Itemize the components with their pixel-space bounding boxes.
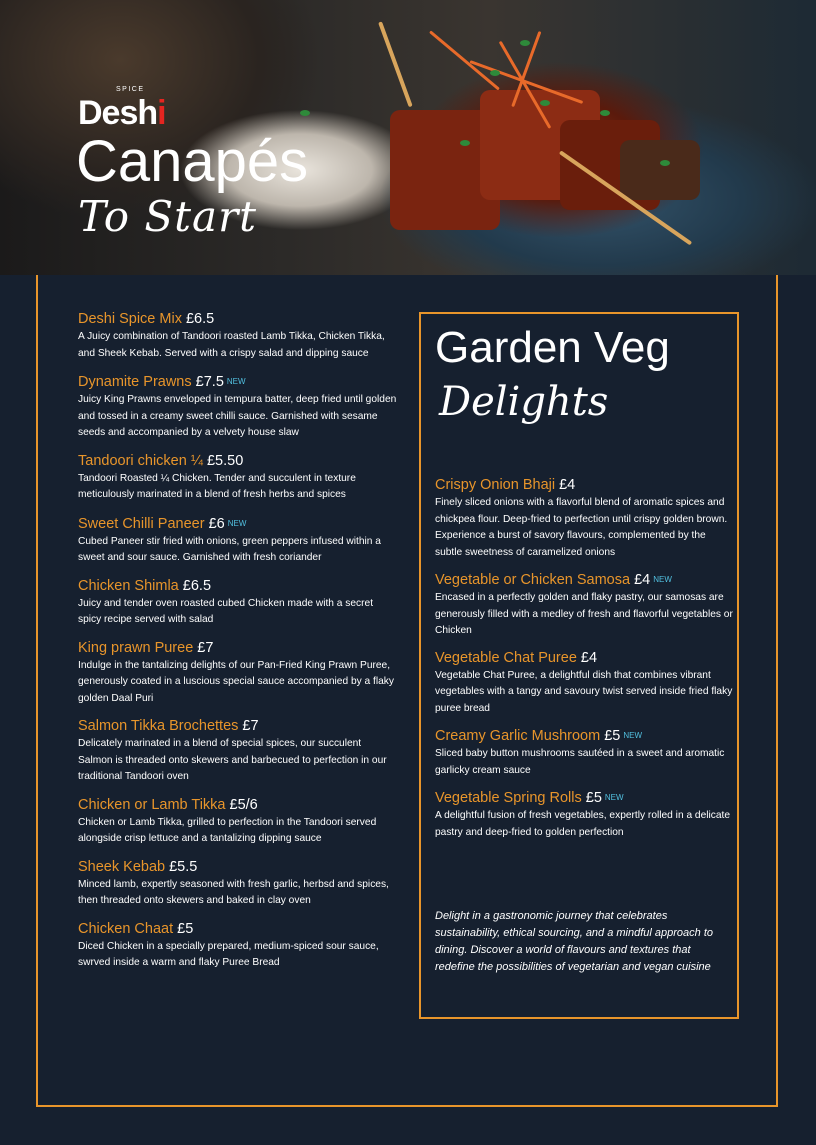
menu-item	[78, 452, 398, 504]
menu-item-description: A delightful fusion of fresh vegetables, expertly rolled in a delicate pastry and deep-fried to golden perfection	[435, 810, 731, 838]
menu-item-name: Vegetable Spring Rolls	[435, 790, 582, 806]
food-kebab	[620, 140, 700, 200]
hero-food-photo	[0, 0, 816, 275]
menu-item-heading	[78, 577, 398, 596]
menu-item-description: Sliced baby button mushrooms sautéed in a sweet and aromatic garlicky cream sauce	[435, 748, 725, 776]
new-badge: NEW	[623, 731, 643, 740]
new-badge: NEW	[604, 793, 624, 802]
menu-item-heading	[435, 788, 733, 808]
menu-item-name: Salmon Tikka Brochettes	[78, 718, 239, 734]
menu-item-price: £6.5	[185, 311, 215, 327]
veg-quote: Delight in a gastronomic journey that celebrates sustainability, ethical sourcing, and a mindful approach to dining. Discover a world of flavours and textures that redefine the possibilities of vegetarian and vegan cuisine	[435, 910, 714, 973]
menu-item-price: £4	[580, 649, 598, 666]
menu-item-description: Cubed Paneer stir fried with onions, green peppers infused within a sweet and sour sauce. Garnished with fresh coriander	[78, 535, 381, 563]
menu-item-description: Chicken or Lamb Tikka, grilled to perfection in the Tandoori served alongside crisp lettuce and a tantalizing dipping sauce	[78, 816, 377, 844]
menu-item-description: Juicy and tender oven roasted cubed Chicken made with a secret spicy recipe served with salad	[78, 597, 374, 625]
menu-item-name: Dynamite Prawns	[78, 374, 192, 390]
menu-item-description: Vegetable Chat Puree, a delightful dish that combines vibrant vegetables with a tangy and savoury twist served inside fried flaky puree bread	[435, 669, 733, 714]
food-skewer	[378, 21, 413, 107]
menu-item	[435, 788, 733, 841]
menu-item-price: £5.5	[169, 858, 198, 875]
menu-item	[435, 570, 733, 640]
menu-item	[78, 514, 398, 567]
food-herb	[300, 110, 310, 116]
page-title: Canapés	[76, 129, 309, 194]
menu-item-heading	[78, 452, 398, 471]
food-carrot-strip	[429, 30, 500, 90]
veg-items-list	[435, 476, 733, 850]
food-herb	[600, 110, 610, 116]
veg-section-title: Garden Veg	[435, 323, 670, 372]
menu-item-price: £6.5	[182, 577, 212, 594]
starters-list	[78, 310, 398, 982]
menu-item	[78, 796, 398, 848]
menu-item-price: £5	[177, 920, 194, 937]
menu-item	[78, 372, 398, 442]
menu-item-heading	[78, 639, 398, 658]
menu-item-description: Indulge in the tantalizing delights of our Pan-Fried King Prawn Puree, generously coated in a luscious special sauce accompanied by a flaky golden Daal Puri	[78, 659, 394, 704]
menu-item-heading	[78, 796, 398, 815]
brand-name-accent: i	[157, 94, 166, 132]
menu-item-heading	[435, 570, 733, 590]
food-herb	[460, 140, 470, 146]
brand-logo	[78, 94, 166, 133]
menu-item-price: £5.50	[206, 452, 244, 469]
menu-item	[78, 310, 398, 362]
food-herb	[490, 70, 500, 76]
menu-item-heading	[78, 514, 398, 534]
menu-item-name: Chicken Shimla	[78, 577, 179, 594]
garden-veg-box	[419, 312, 739, 1019]
menu-item-description: Diced Chicken in a specially prepared, medium-spiced sour sauce, swrved inside a warm and flaky Puree Bread	[78, 940, 379, 968]
menu-item-name: Chicken or Lamb Tikka	[78, 796, 226, 813]
food-herb	[660, 160, 670, 166]
menu-item-name: Deshi Spice Mix	[78, 311, 182, 327]
new-badge: NEW	[653, 575, 672, 584]
menu-item-heading	[78, 372, 398, 392]
menu-item-name: Tandoori chicken ¼	[78, 452, 203, 469]
menu-item-description: Finely sliced onions with a flavorful blend of aromatic spices and chickpea flour. Deep-fried to perfection until crispy golden brown. Experience a burst of savory flavours, complemented by the subtle sweetness of caramelized onions	[435, 497, 728, 558]
menu-item-name: Creamy Garlic Mushroom	[435, 728, 601, 744]
food-herb	[540, 100, 550, 106]
brand-name-main: Desh	[78, 94, 158, 132]
menu-item-price: £7	[242, 718, 259, 734]
menu-item-price: £7.5	[195, 374, 224, 390]
menu-item	[435, 726, 733, 779]
menu-item-name: Sweet Chilli Paneer	[78, 515, 205, 532]
menu-item	[78, 577, 398, 629]
menu-item-description: Delicately marinated in a blend of special spices, our succulent Salmon is threaded onto skewers and barbecued to perfection in our traditional Tandoori oven	[78, 738, 387, 782]
food-herb	[520, 40, 530, 46]
menu-item	[78, 920, 398, 972]
menu-item	[78, 717, 398, 786]
brand-tagline: SPICE	[116, 86, 145, 93]
menu-item	[78, 639, 398, 708]
menu-item-price: £5	[585, 790, 602, 806]
menu-item-name: King prawn Puree	[78, 639, 194, 656]
menu-item-name: Sheek Kebab	[78, 858, 166, 875]
menu-item	[435, 649, 733, 718]
veg-section-subtitle: Delights	[439, 379, 609, 425]
menu-item	[435, 476, 733, 561]
menu-item-price: £6	[208, 515, 225, 532]
menu-item-price: £5	[604, 728, 621, 744]
menu-item-price: £5/6	[229, 796, 258, 813]
menu-item-name: Crispy Onion Bhaji	[435, 477, 556, 493]
menu-item-name: Vegetable or Chicken Samosa	[435, 572, 631, 588]
page-subtitle: To Start	[78, 192, 258, 241]
menu-item-price: £4	[634, 572, 651, 588]
menu-item-heading	[435, 476, 733, 495]
menu-item	[78, 858, 398, 910]
menu-item-description: Minced lamb, expertly seasoned with fresh garlic, herbsd and spices, then threaded onto skewers and baked in clay oven	[78, 878, 389, 906]
menu-item-description: Juicy King Prawns enveloped in tempura batter, deep fried until golden and tossed in a creamy sweet chilli sauce. Garnished with sesame seeds and accompanied by a velvety house slaw	[78, 394, 397, 438]
menu-item-description: Tandoori Roasted ¼ Chicken. Tender and succulent in texture meticulously marinated in a blend of fresh herbs and spices	[78, 472, 356, 500]
menu-item-description: Encased in a perfectly golden and flaky pastry, our samosas are generously filled with a medley of fresh and flavorful vegetables or Chicken	[435, 592, 733, 636]
menu-item-heading	[78, 717, 398, 736]
menu-item-heading	[78, 858, 398, 877]
menu-item-price: £4	[559, 477, 576, 493]
menu-item-name: Chicken Chaat	[78, 920, 174, 937]
new-badge: NEW	[226, 377, 246, 386]
menu-item-name: Vegetable Chat Puree	[435, 649, 577, 666]
menu-item-heading	[435, 649, 733, 668]
new-badge: NEW	[227, 518, 247, 528]
menu-item-description: A Juicy combination of Tandoori roasted Lamb Tikka, Chicken Tikka, and Sheek Kebab. Served with a crispy salad and dipping sauce	[78, 331, 385, 359]
menu-item-price: £7	[197, 639, 214, 656]
menu-item-heading	[78, 310, 398, 329]
menu-item-heading	[435, 726, 733, 746]
menu-item-heading	[78, 920, 398, 939]
